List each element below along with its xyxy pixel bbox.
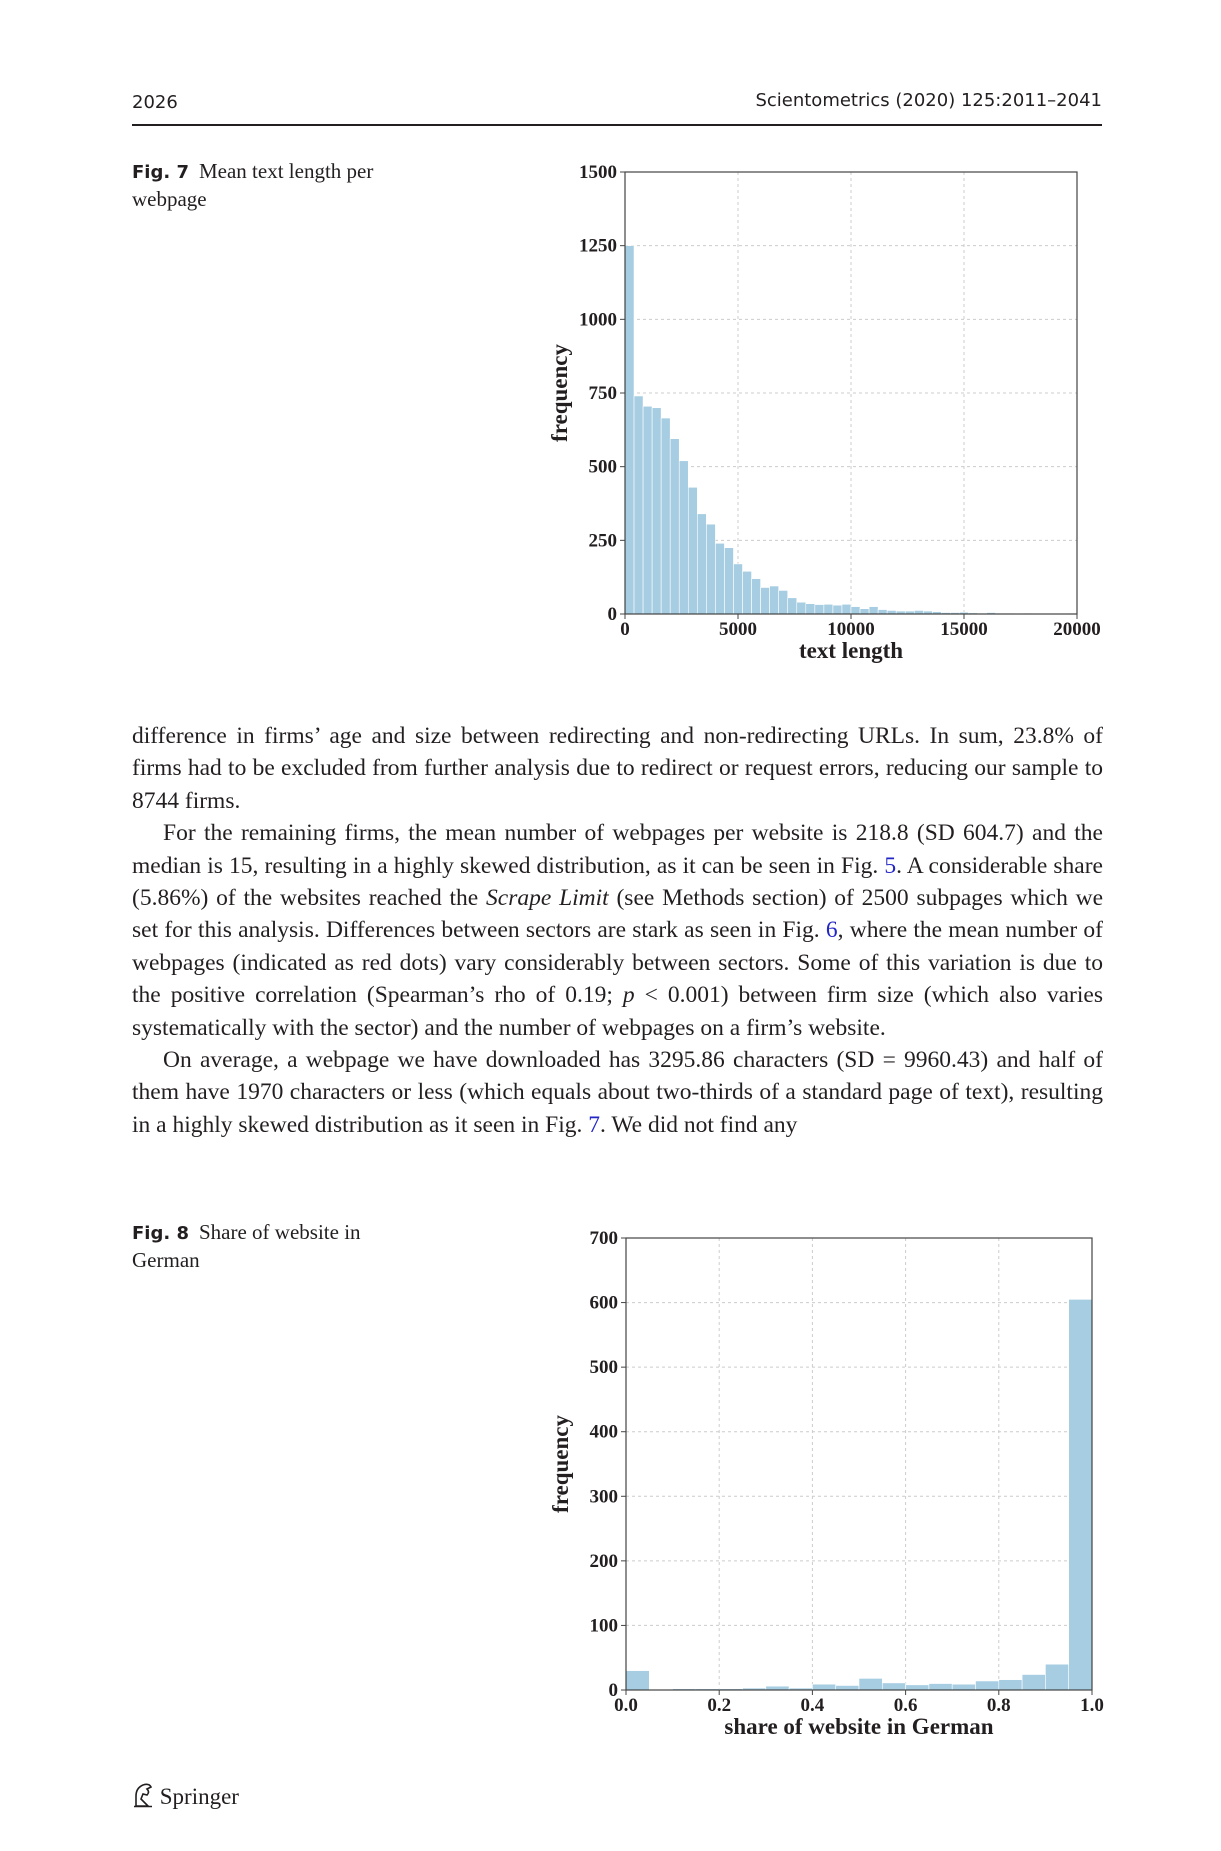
histogram-bar (724, 548, 733, 614)
y-tick-label: 500 (589, 1357, 618, 1379)
x-axis-label: text length (798, 638, 904, 663)
y-tick-label: 700 (589, 1228, 618, 1249)
y-tick-label: 750 (588, 383, 617, 404)
y-tick-label: 1000 (579, 309, 617, 331)
histogram-bar (626, 1671, 649, 1690)
figure-7-histogram (530, 150, 1120, 670)
histogram-bar (679, 461, 688, 614)
histogram-bar (634, 396, 643, 614)
y-tick-label: 1500 (579, 162, 617, 183)
histogram-bar (869, 607, 878, 614)
paragraph-1: difference in firms’ age and size between redirecting and non-redirecting URLs. In sum, 23.8% of firms had to be excluded from further analysis due to redirect or request errors, reducing our sample to 8744 firms. (132, 723, 1103, 814)
x-axis-label: share of website in German (724, 1714, 994, 1739)
figure-5-link[interactable]: 5 (884, 852, 897, 879)
histogram-bar (697, 514, 706, 614)
histogram-bar (788, 598, 797, 614)
paragraph-3: On average, a webpage we have downloaded has 3295.86 characters (SD = 9960.43) and half of them have 1970 characters or less (which equals about two-thirds of a standard page of text), resulting in a highly skewed distribution as it seen in Fig. 7. We did not find any (132, 1047, 1103, 1138)
histogram-bar (797, 602, 806, 614)
figure-8-label: Fig. 8 (132, 1223, 189, 1244)
histogram-bar (999, 1680, 1022, 1690)
histogram-bar (976, 1681, 999, 1690)
publisher-name: Springer (159, 1784, 239, 1809)
x-tick-label: 10000 (827, 619, 875, 640)
paragraph-2: For the remaining firms, the mean number of webpages per website is 218.8 (SD 604.7) and the median is 15, resulting in a highly skewed distribution, as it can be seen in Fig. 5. A considerable share (5.86%) of the websites reached the Scrape Limit (see Methods section) of 2500 subpages which we set for this analysis. Differences between sectors are stark as seen in Fig. 6, where the mean number of webpages (indicated as red dots) vary considerably between sectors. Some of this variation is due to the positive correlation (Spearman’s rho of 0.19; p < 0.001) between firm size (which also varies systematically with the sector) and the number of webpages on a firm’s website. (132, 820, 1104, 1041)
x-tick-label: 0.0 (614, 1695, 638, 1716)
body-text (132, 720, 1103, 1141)
figure-7-label: Fig. 7 (132, 162, 189, 183)
figure-7-link[interactable]: 7 (588, 1111, 601, 1138)
y-tick-label: 600 (589, 1292, 618, 1314)
figure-7-caption (132, 157, 422, 213)
histogram-bar (906, 1685, 929, 1690)
figure-8-caption-text: Share of website in German (132, 1220, 361, 1272)
springer-horse-icon (132, 1782, 154, 1808)
histogram-bar (860, 609, 869, 614)
plot-frame (626, 1238, 1092, 1690)
histogram-bar (815, 605, 824, 614)
histogram-bar (670, 439, 679, 614)
x-tick-label: 0 (620, 619, 630, 640)
histogram-bar (1045, 1664, 1068, 1690)
x-tick-label: 0.4 (800, 1695, 825, 1716)
histogram-bar (812, 1684, 835, 1690)
y-tick-label: 400 (589, 1421, 618, 1443)
header-rule (132, 124, 1102, 126)
histogram-bar (1069, 1299, 1092, 1690)
x-tick-label: 20000 (1053, 619, 1101, 640)
page-number: 2026 (132, 92, 178, 113)
histogram-bar (652, 408, 661, 614)
histogram-bar (824, 604, 833, 614)
histogram-bar (878, 610, 887, 614)
histogram-bar (779, 590, 788, 614)
histogram-bar (1022, 1675, 1045, 1690)
publisher-logo (132, 1782, 239, 1810)
histogram-bar (761, 587, 770, 614)
y-axis-label: frequency (547, 344, 572, 442)
histogram-bar (806, 604, 815, 614)
x-tick-label: 1.0 (1080, 1695, 1104, 1716)
histogram-bar (851, 607, 860, 614)
y-tick-label: 250 (588, 530, 617, 552)
y-tick-label: 0 (608, 1680, 618, 1701)
x-tick-label: 15000 (940, 619, 988, 640)
histogram-bar (706, 524, 715, 614)
y-tick-label: 100 (589, 1615, 618, 1637)
x-tick-label: 0.8 (986, 1695, 1011, 1716)
histogram-bar (770, 586, 779, 614)
histogram-bar (836, 1685, 859, 1690)
y-axis-label: frequency (548, 1415, 573, 1513)
y-tick-label: 1250 (579, 235, 617, 257)
figure-7-caption-text: Mean text length per webpage (132, 159, 374, 211)
x-tick-label: 5000 (719, 619, 757, 640)
histogram-bar (625, 246, 634, 614)
histogram-bar (833, 605, 842, 614)
histogram-bar (715, 543, 724, 614)
histogram-bar (733, 564, 742, 614)
y-tick-label: 300 (589, 1486, 618, 1508)
histogram-bar (859, 1678, 882, 1690)
figure-8-caption (132, 1218, 422, 1274)
histogram-bar (882, 1683, 905, 1690)
x-tick-label: 0.2 (707, 1695, 732, 1716)
histogram-bar (743, 571, 752, 614)
histogram-bar (952, 1684, 975, 1690)
figure-6-link[interactable]: 6 (825, 917, 838, 944)
histogram-bar (661, 418, 670, 614)
figure-8-histogram (530, 1210, 1120, 1750)
histogram-bar (688, 487, 697, 614)
histogram-bar (929, 1684, 952, 1690)
y-tick-label: 0 (607, 604, 617, 625)
journal-citation: Scientometrics (2020) 125:2011–2041 (755, 90, 1102, 111)
y-tick-label: 500 (588, 456, 617, 478)
histogram-bar (643, 406, 652, 614)
y-tick-label: 200 (589, 1550, 618, 1572)
histogram-bar (752, 579, 761, 614)
x-tick-label: 0.6 (893, 1695, 918, 1716)
histogram-bar (842, 604, 851, 614)
